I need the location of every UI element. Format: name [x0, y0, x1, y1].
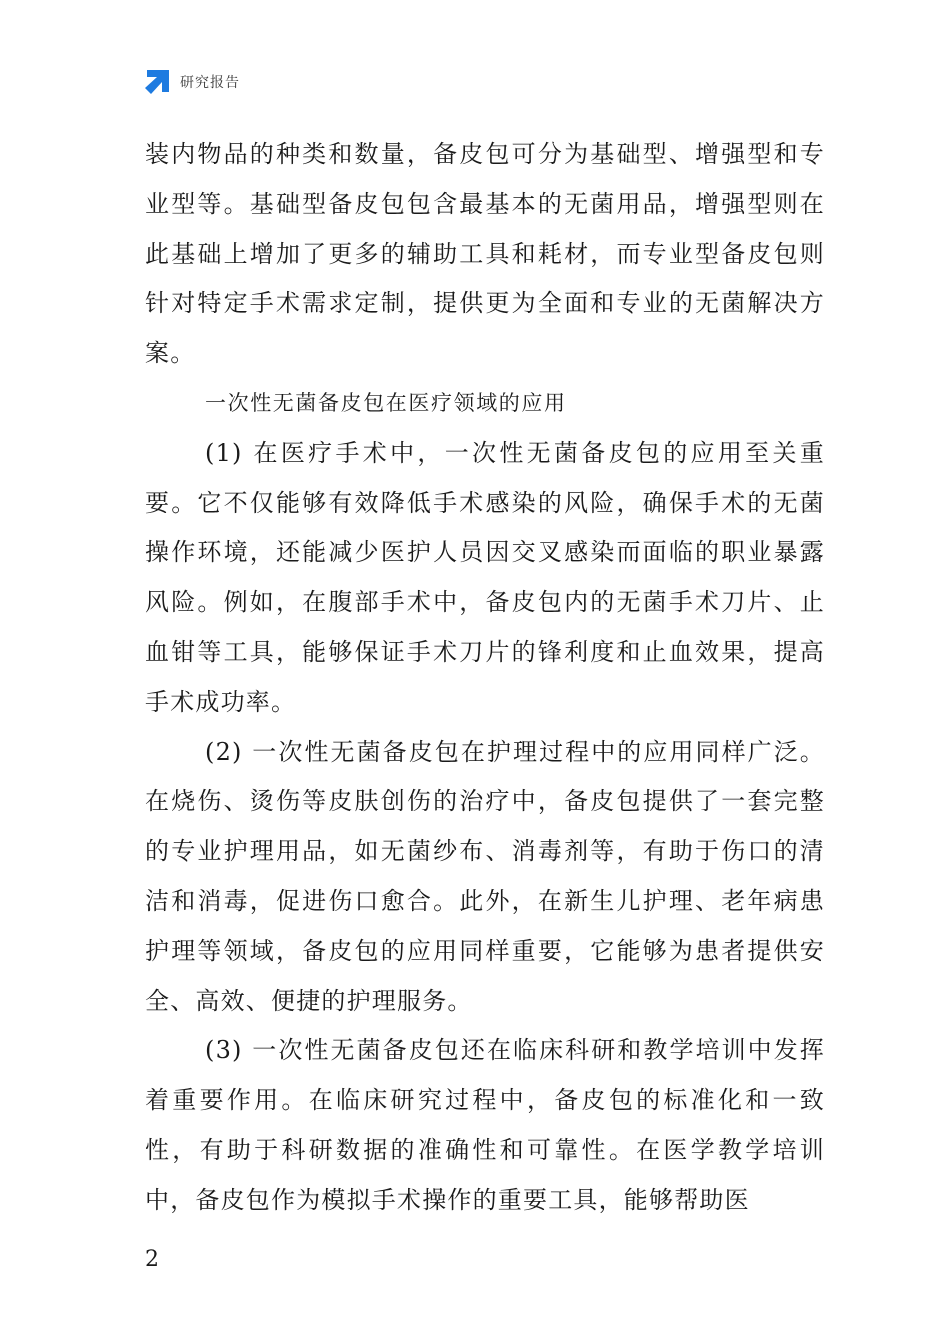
paragraph-item-2: (2) 一次性无菌备皮包在护理过程中的应用同样广泛。在烧伤、烫伤等皮肤创伤的治疗中，备皮包提供了一套完整的专业护理用品，如无菌纱布、消毒剂等，有助于伤口的清洁和消毒，促进伤口愈合。此外，在新生儿护理、老年病患护理等领域，备皮包的应用同样重要，它能够为患者提供安全、高效、便捷的护理服务。: [145, 737, 825, 1015]
arrow-up-right-logo-icon: [143, 68, 171, 96]
paragraph-item-3: (3) 一次性无菌备皮包还在临床科研和教学培训中发挥着重要作用。在临床研究过程中，备皮包的标准化和一致性，有助于科研数据的准确性和可靠性。在医学教学培训中，备皮包作为模拟手术操作的重要工具，能够帮助医: [145, 1036, 825, 1214]
page-number: 2: [145, 1247, 159, 1272]
paragraph-continued: 装内物品的种类和数量，备皮包可分为基础型、增强型和专业型等。基础型备皮包包含最基本的无菌用品，增强型则在此基础上增加了更多的辅助工具和耗材，而专业型备皮包则针对特定手术需求定制，提供更为全面和专业的无菌解决方案。: [145, 140, 825, 368]
section-heading: 一次性无菌备皮包在医疗领域的应用: [205, 390, 567, 415]
paragraph-item-1: (1) 在医疗手术中，一次性无菌备皮包的应用至关重要。它不仅能够有效降低手术感染的风险，确保手术的无菌操作环境，还能减少医护人员因交叉感染而面临的职业暴露风险。例如，在腹部手术中，备皮包内的无菌手术刀片、止血钳等工具，能够保证手术刀片的锋利度和止血效果，提高手术成功率。: [145, 438, 825, 716]
page-header: [143, 68, 240, 96]
header-title: 研究报告: [180, 75, 240, 91]
document-body: [145, 130, 825, 1226]
